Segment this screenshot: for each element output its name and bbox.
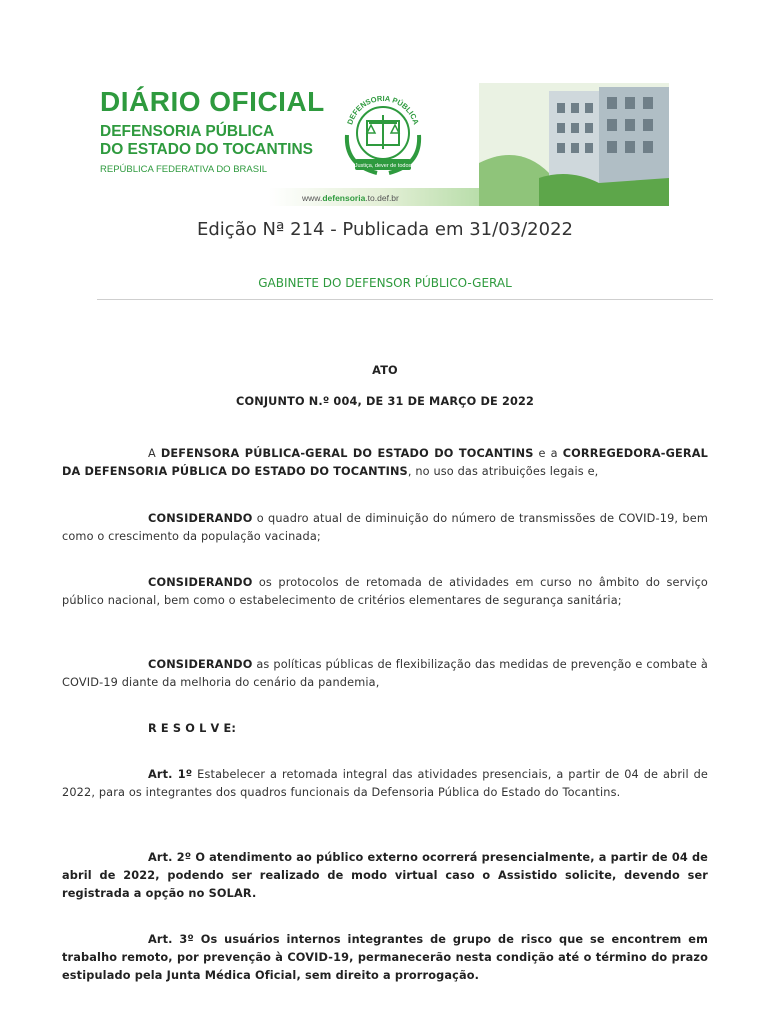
banner-republic: REPÚBLICA FEDERATIVA DO BRASIL: [100, 164, 268, 175]
article-2: Art. 2º O atendimento ao público externo ocorrerá presencialmente, a partir de 04 de abril de 2022, podendo ser realizado de modo virtual caso o Assistido solicite, devendo ser registrada a opção no SOLAR.: [62, 851, 708, 900]
header-banner: [97, 83, 669, 206]
building-photo-icon: [479, 83, 669, 206]
article-1: Art. 1º Estabelecer a retomada integral das atividades presenciais, a partir de 04 de abril de 2022, para os integrantes dos quadros funcionais da Defensoria Pública do Estado do Tocantins.: [62, 768, 708, 799]
considerando-2: CONSIDERANDO os protocolos de retomada de atividades em curso no âmbito do serviço público nacional, bem como o estabelecimento de critérios elementares de segurança sanitária;: [62, 576, 708, 607]
intro-paragraph: A DEFENSORA PÚBLICA-GERAL DO ESTADO DO TOCANTINS e a CORREGEDORA-GERAL DA DEFENSORIA PÚBLICA DO ESTADO DO TOCANTINS, no uso das atribuições legais e,: [62, 447, 708, 478]
section-title: GABINETE DO DEFENSOR PÚBLICO-GERAL: [258, 276, 512, 290]
article-3: Art. 3º Os usuários internos integrantes de grupo de risco que se encontrem em trabalho remoto, por prevenção à COVID-19, permanecerão nesta condição até o término do prazo estipulado pela Junta Médica Oficial, sem direito a prorrogação.: [62, 933, 708, 982]
section-divider: [97, 299, 713, 300]
banner-subtitle-line1: DEFENSORIA PÚBLICA: [100, 123, 275, 140]
act-title: ATO: [372, 364, 398, 377]
defensoria-emblem-icon: [337, 85, 429, 180]
banner-subtitle: [100, 123, 313, 159]
edition-title: Edição Nª 214 - Publicada em 31/03/2022: [197, 219, 573, 240]
act-subtitle: CONJUNTO N.º 004, DE 31 DE MARÇO DE 2022: [236, 395, 534, 408]
banner-subtitle-line2: DO ESTADO DO TOCANTINS: [100, 141, 313, 158]
resolve-heading: R E S O L V E:: [148, 722, 237, 735]
considerando-3: CONSIDERANDO as políticas públicas de flexibilização das medidas de prevenção e combate à COVID-19 diante da melhoria do cenário da pandemia,: [62, 658, 708, 689]
considerando-1: CONSIDERANDO o quadro atual de diminuição do número de transmissões de COVID-19, bem como o crescimento da população vacinada;: [62, 512, 708, 543]
banner-title: DIÁRIO OFICIAL: [100, 86, 325, 117]
svg-text:DEFENSORIA PÚBLICA: DEFENSORIA PÚBLICA: [345, 93, 421, 126]
svg-text:Justiça, dever de todos: Justiça, dever de todos: [354, 163, 412, 169]
banner-website: www.defensoria.to.def.br: [302, 193, 399, 203]
